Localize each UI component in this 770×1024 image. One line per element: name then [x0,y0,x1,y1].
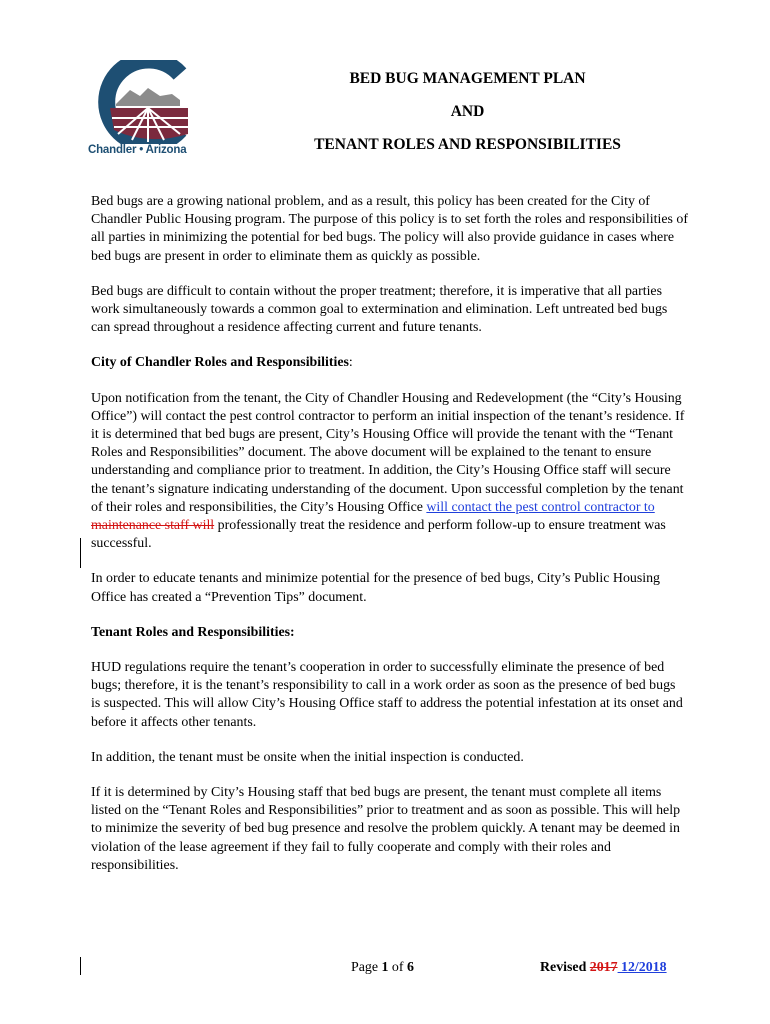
chandler-logo-icon [88,60,200,144]
page-total: 6 [406,960,414,975]
page-of: of [388,960,407,975]
change-bar-body [80,538,81,568]
city-section-heading-colon: : [348,355,353,371]
tenant-paragraph-2: In addition, the tenant must be onsite when the initial inspection is conducted. [91,749,524,765]
city-section-heading: City of Chandler Roles and Responsibilities [91,355,349,371]
logo-wordmark: Chandler • Arizona [88,144,187,156]
city-paragraph-1-start: Upon notification from the tenant, the City of Chandler Housing and Redevelopment (the “City’s Housing Office”) will contact the pest control contractor to perform an initial inspection of the tenant’s residence. If it is determined that bed bugs are present, City’s Housing Office will provide the tenant with the “Tenant Roles and Responsibilities” document. The above document will be explained to the tenant to ensure understanding and compliance prior to treatment. In addition, the City’s Housing Office staff will secure the tenant’s signature indicating understanding of the document. Upon successful completion by the tenant of their roles and responsibilities, the City’s Housing Office [91,390,685,515]
revised-label: Revised [540,960,590,975]
intro-paragraph-1: Bed bugs are a growing national problem, and as a result, this policy has been created for the City of Chandler Public Housing program. The purpose of this policy is to set forth the roles and responsibilities of all parties in minimizing the potential for bed bugs. The policy will also provide guidance in cases where bed bugs are present in order to eliminate them as quickly as possible. [91,194,688,264]
city-paragraph-1-end: professionally treat the residence and perform follow-up to ensure treatment was successful. [91,518,666,552]
city-section-heading-line [91,354,688,372]
tenant-paragraph-3: If it is determined by City’s Housing staff that bed bugs are present, the tenant must complete all items listed on the “Tenant Roles and Responsibilities” prior to treatment and as soon as possible. This will help to minimize the severity of bed bug presence and resolve the problem quickly. A tenant may be deemed in violation of the lease agreement if they fail to fully cooperate and comply with their roles and responsibilities. [91,785,681,873]
tenant-paragraph-1: HUD regulations require the tenant’s cooperation in order to successfully eliminate the presence of bed bugs; therefore, it is the tenant’s responsibility to call in a work order as soon as the presence of bed bugs is suspected. This will allow City’s Housing Office staff to address the potential infestation at its onset and before it affects other tenants. [91,660,683,730]
inserted-revision-text: will contact the pest control contractor to [426,499,655,515]
revised-deleted-year: 2017 [589,960,618,975]
city-paragraph-1 [91,390,688,554]
city-of-chandler-logo [88,60,200,162]
tenant-section-heading: Tenant Roles and Responsibilities: [91,624,295,640]
city-paragraph-2: In order to educate tenants and minimize potential for the presence of bed bugs, City’s Public Housing Office has created a “Prevention Tips” document. [91,571,660,605]
change-bar-footer [80,957,81,975]
document-body [91,193,688,892]
revision-date [540,960,667,976]
deleted-revision-text: maintenance staff will [91,518,215,534]
document-title-line-2: AND [450,103,485,120]
page-number [351,960,414,976]
page-current: 1 [381,960,389,975]
page-prefix: Page [351,960,382,975]
document-title-line-3: TENANT ROLES AND RESPONSIBILITIES [314,136,621,153]
intro-paragraph-2: Bed bugs are difficult to contain without the proper treatment; therefore, it is imperative that all parties work simultaneously towards a common goal to extermination and elimination. Left untreated bed bugs can spread throughout a residence affecting current and future tenants. [91,283,668,336]
document-title-line-1: BED BUG MANAGEMENT PLAN [349,70,586,87]
revised-inserted-date: 12/2018 [617,960,667,975]
